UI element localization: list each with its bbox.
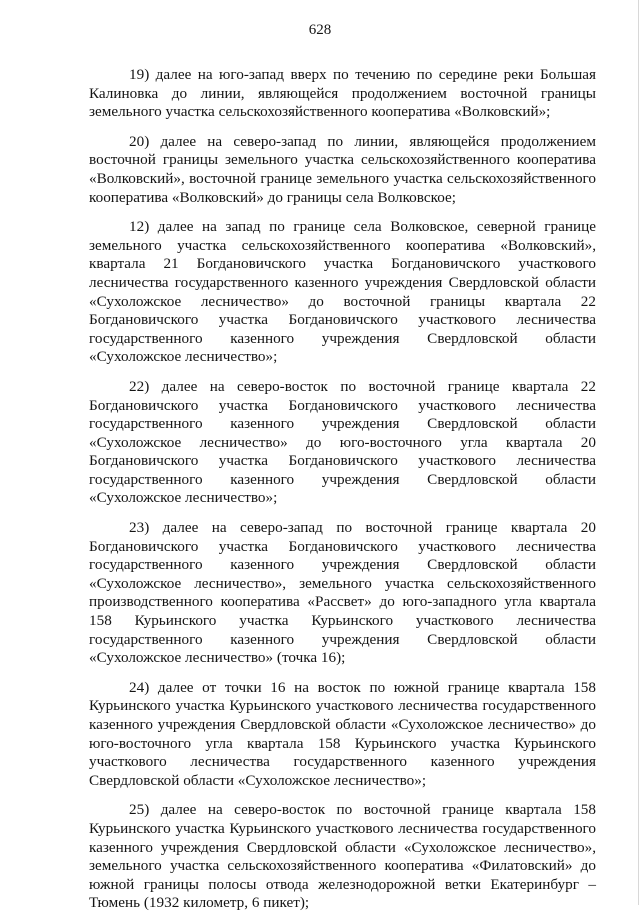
paragraph-22: 22) далее на северо-восток по восточной границе квартала 22 Богдановичского участка Богдановичского участкового лесничества государственного казенного учреждения Свердловской области «Сухоложское лесничество» до юго-восточного угла квартала 20 Богдановичского участка Богдановичского участкового лесничества государственного казенного учреждения Свердловской области «Сухоложское лесничество»; bbox=[89, 377, 596, 507]
paragraph-12: 12) далее на запад по границе села Волковское, северной границе земельного участка сельскохозяйственного кооператива «Волковский», квартала 21 Богдановичского участка Богдановичского участкового лесничества государственного казенного учреждения Свердловской области «Сухоложское лесничество» до восточной границы квартала 22 Богдановичского участка Богдановичского участкового лесничества государственного казенного учреждения Свердловской области «Сухоложское лесничество»; bbox=[89, 218, 596, 366]
paragraph-24: 24) далее от точки 16 на восток по южной границе квартала 158 Курьинского участка Курьинского участкового лесничества государственного казенного учреждения Свердловской области «Сухоложское лесничество» до юго-восточного угла квартала 158 Курьинского участка Курьинского участкового лесничества государственного казенного учреждения Свердловской области «Сухоложское лесничество»; bbox=[89, 678, 596, 789]
paragraph-23: 23) далее на северо-запад по восточной границе квартала 20 Богдановичского участка Богдановичского участкового лесничества государственного казенного учреждения Свердловской области «Сухоложское лесничество», земельного участка сельскохозяйственного производственного кооператива «Рассвет» до юго-западного угла квартала 158 Курьинского участка Курьинского участкового лесничества государственного казенного учреждения Свердловской области «Сухоложское лесничество» (точка 16); bbox=[89, 519, 596, 667]
paragraph-19: 19) далее на юго-запад вверх по течению по середине реки Большая Калиновка до линии, являющейся продолжением восточной границы земельного участка сельскохозяйственного кооператива «Волковский»; bbox=[89, 66, 596, 121]
page-number: 628 bbox=[308, 22, 332, 38]
document-body bbox=[89, 66, 596, 924]
paragraph-25: 25) далее на северо-восток по восточной границе квартала 158 Курьинского участка Курьинского участкового лесничества государственного казенного учреждения Свердловской области «Сухоложское лесничество», земельного участка сельскохозяйственного кооператива «Филатовский» до южной границы полосы отвода железнодорожной ветки Екатеринбург – Тюмень (1932 километр, 6 пикет); bbox=[89, 801, 596, 912]
scan-edge-right bbox=[638, 0, 639, 905]
paragraph-20: 20) далее на северо-запад по линии, являющейся продолжением восточной границы земельного участка сельскохозяйственного кооператива «Волковский», восточной границе земельного участка сельскохозяйственного кооператива «Волковский» до границы села Волковское; bbox=[89, 132, 596, 206]
